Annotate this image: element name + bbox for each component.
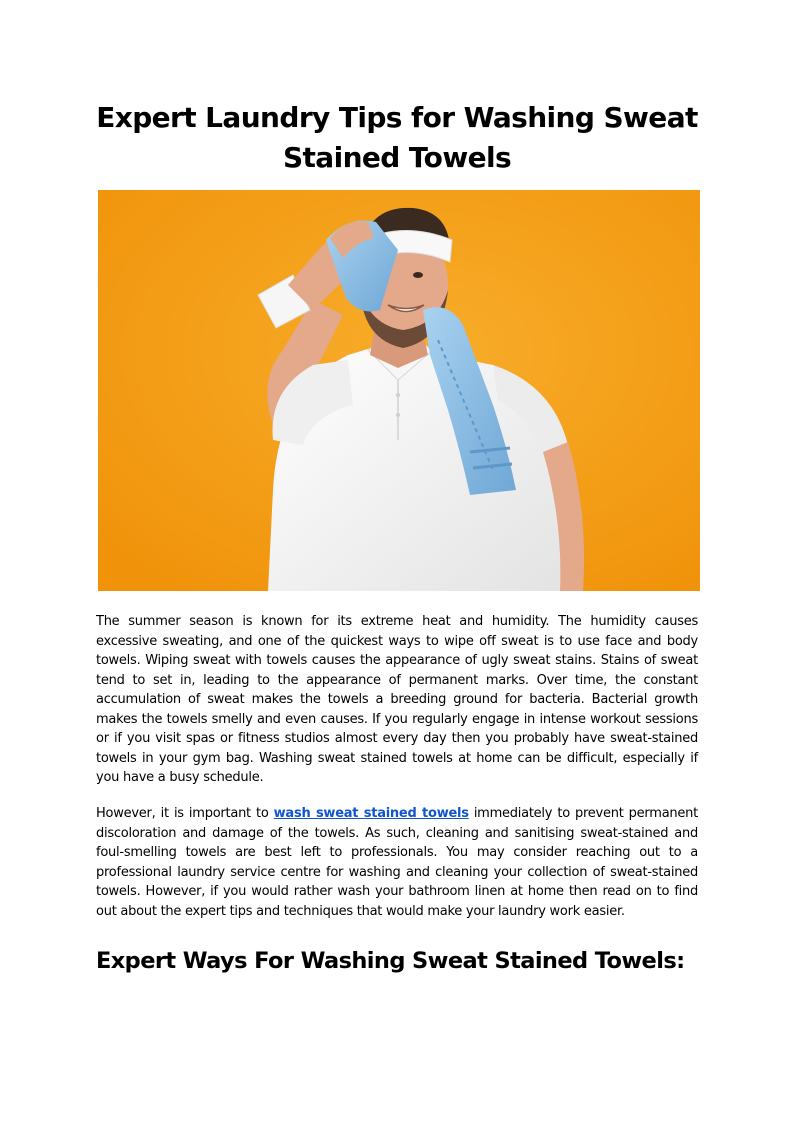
second-paragraph (96, 804, 698, 921)
paragraph-text-after-link: immediately to prevent permanent discoloration and damage of the towels. As such, cleaning and sanitising sweat-stained and foul-smelling towels are best left to professionals. You may consider reaching out to a professional laundry service centre for washing and cleaning your collection of sweat-stained towels. However, if you would rather wash your bathroom linen at home then read on to find out about the expert tips and techniques that would make your laundry work easier. (96, 806, 699, 919)
paragraph-text-before-link: However, it is important to (96, 806, 274, 821)
page-title: Expert Laundry Tips for Washing Sweat Stained Towels (96, 101, 698, 174)
intro-paragraph: The summer season is known for its extreme heat and humidity. The humidity causes excessive sweating, and one of the quickest ways to wipe off sweat is to use face and body towels. Wiping sweat with towels causes the appearance of ugly sweat stains. Stains of sweat tend to set in, leading to the appearance of permanent marks. Over time, the constant accumulation of sweat makes the towels a breeding ground for bacteria. Bacterial growth makes the towels smelly and even causes. If you regularly engage in intense workout sessions or if you visit spas or fitness studios almost every day then you probably have sweat-stained towels in your gym bag. Washing sweat stained towels at home can be difficult, especially if you have a busy schedule. (96, 614, 698, 785)
hero-image (98, 190, 700, 591)
section-heading: Expert Ways For Washing Sweat Stained Towels: (96, 948, 685, 974)
wash-sweat-stained-towels-link[interactable]: wash sweat stained towels (273, 806, 469, 821)
man-with-towel-illustration (98, 190, 700, 591)
